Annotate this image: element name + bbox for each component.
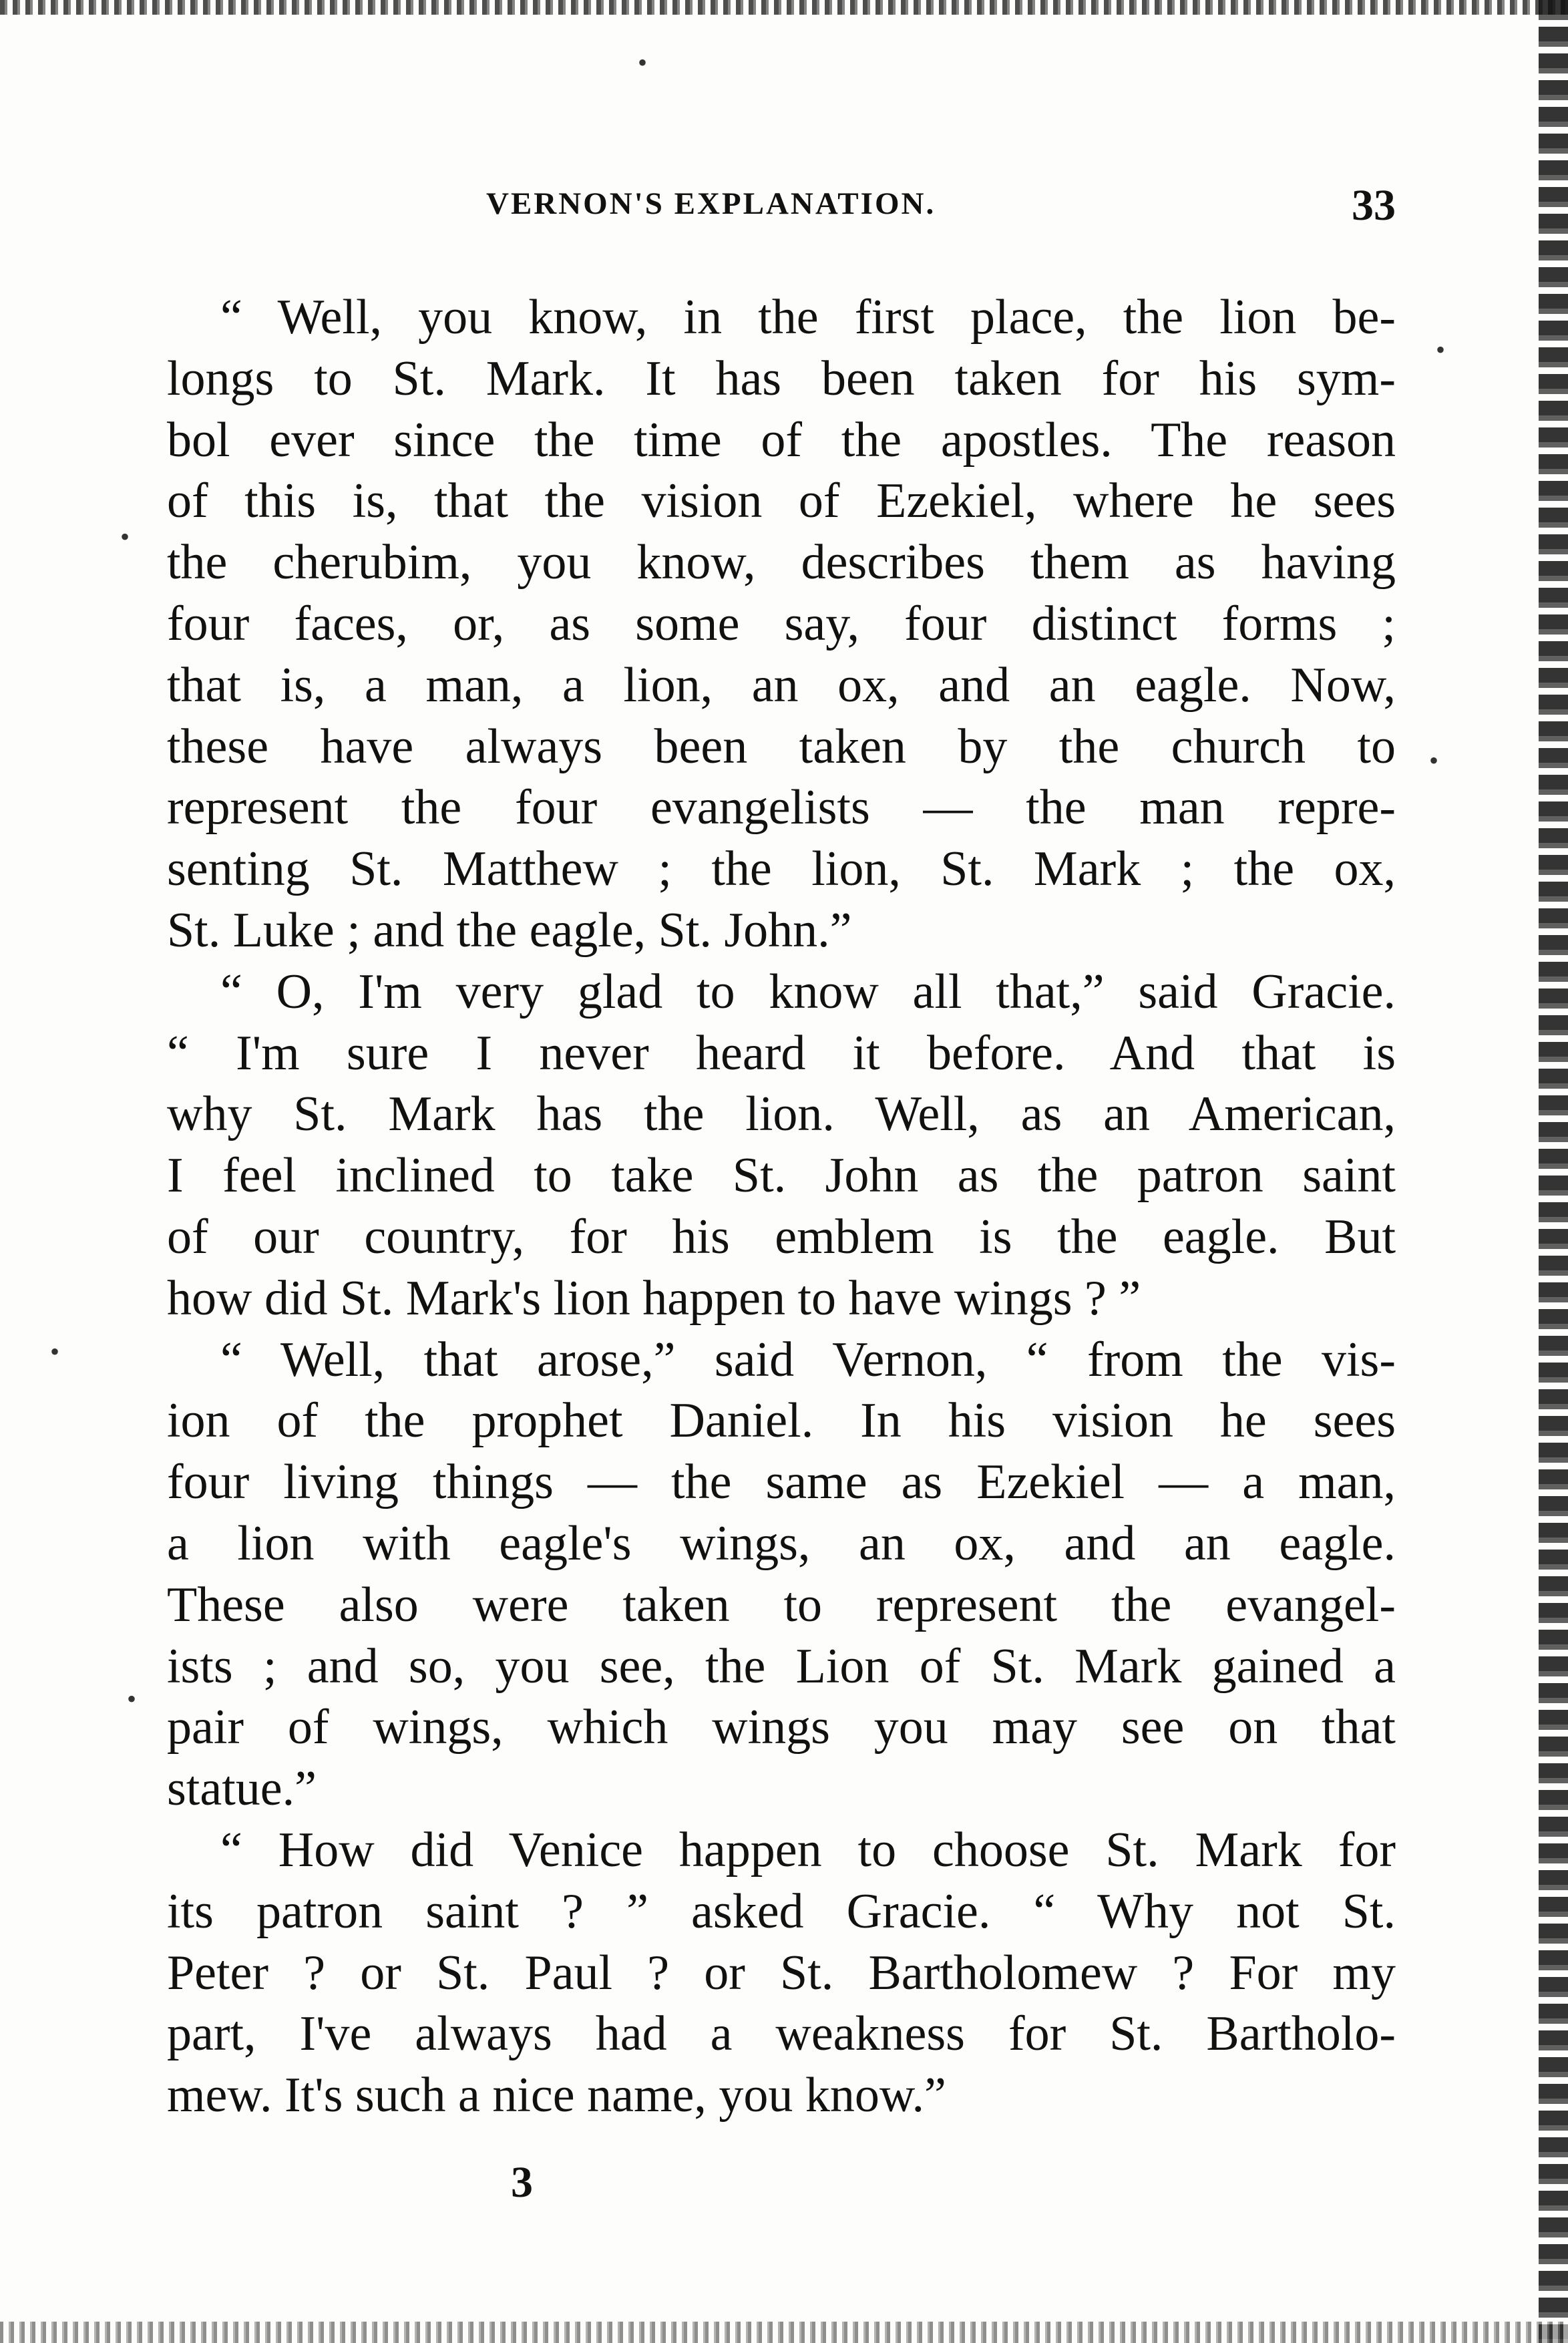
text-line: part, I've always had a weakness for St. Bartholo- bbox=[167, 2006, 1396, 2062]
text-line: the cherubim, you know, describes them as having bbox=[167, 535, 1396, 590]
text-line: “ How did Venice happen to choose St. Mark for bbox=[220, 1822, 1396, 1877]
text-line: bol ever since the time of the apostles. The reason bbox=[167, 412, 1396, 468]
text-line: “ O, I'm very glad to know all that,” said Gracie. bbox=[220, 964, 1396, 1019]
scan-speck: • bbox=[1429, 745, 1439, 775]
page-edge-right bbox=[1539, 0, 1568, 2343]
text-line: these have always been taken by the church to bbox=[167, 719, 1396, 774]
text-line: its patron saint ? ” asked Gracie. “ Why not St. bbox=[167, 1883, 1396, 1939]
text-line: “ Well, that arose,” said Vernon, “ from the vis- bbox=[220, 1332, 1396, 1387]
page-edge-bottom bbox=[0, 2322, 1568, 2343]
text-line: pair of wings, which wings you may see on that bbox=[167, 1700, 1396, 1755]
text-line: represent the four evangelists — the man repre- bbox=[167, 780, 1396, 836]
text-line: of this is, that the vision of Ezekiel, where he sees bbox=[167, 474, 1396, 529]
text-line: senting St. Matthew ; the lion, St. Mark ; the ox, bbox=[167, 842, 1396, 897]
text-line: that is, a man, a lion, an ox, and an eagle. Now, bbox=[167, 657, 1396, 713]
scan-speck: • bbox=[638, 47, 648, 77]
text-line: mew. It's such a nice name, you know.” bbox=[167, 2068, 946, 2123]
text-line: “ Well, you know, in the first place, the lion be- bbox=[220, 290, 1396, 345]
text-line: I feel inclined to take St. John as the patron saint bbox=[167, 1148, 1396, 1204]
body-text bbox=[167, 287, 1396, 2127]
scan-speck: • bbox=[50, 1336, 60, 1367]
page-edge-top bbox=[0, 0, 1568, 15]
text-line: how did St. Mark's lion happen to have wings ? ” bbox=[167, 1270, 1141, 1326]
text-line: of our country, for his emblem is the eagle. But bbox=[167, 1209, 1396, 1264]
scan-speck: • bbox=[127, 1684, 137, 1714]
running-head: VERNON'S EXPLANATION. bbox=[486, 186, 936, 221]
text-line: why St. Mark has the lion. Well, as an American, bbox=[167, 1087, 1396, 1142]
text-line: “ I'm sure I never heard it before. And that is bbox=[167, 1025, 1396, 1081]
text-line: statue.” bbox=[167, 1761, 317, 1817]
text-line: St. Luke ; and the eagle, St. John.” bbox=[167, 902, 852, 958]
scan-speck: • bbox=[1436, 335, 1446, 365]
text-line: These also were taken to represent the evangel- bbox=[167, 1577, 1396, 1632]
text-line: four living things — the same as Ezekiel — a man, bbox=[167, 1455, 1396, 1510]
text-line: Peter ? or St. Paul ? or St. Bartholomew ? For my bbox=[167, 1945, 1396, 2000]
text-line: ists ; and so, you see, the Lion of St. Mark gained a bbox=[167, 1638, 1396, 1694]
text-line: ion of the prophet Daniel. In his vision he sees bbox=[167, 1393, 1396, 1449]
page-header bbox=[167, 181, 1396, 252]
text-line: four faces, or, as some say, four distinct forms ; bbox=[167, 596, 1396, 651]
signature-mark: 3 bbox=[511, 2158, 533, 2207]
text-line: longs to St. Mark. It has been taken for his sym- bbox=[167, 351, 1396, 406]
page-number: 33 bbox=[1352, 181, 1396, 230]
text-line: a lion with eagle's wings, an ox, and an eagle. bbox=[167, 1515, 1396, 1571]
scan-speck: • bbox=[120, 522, 130, 552]
